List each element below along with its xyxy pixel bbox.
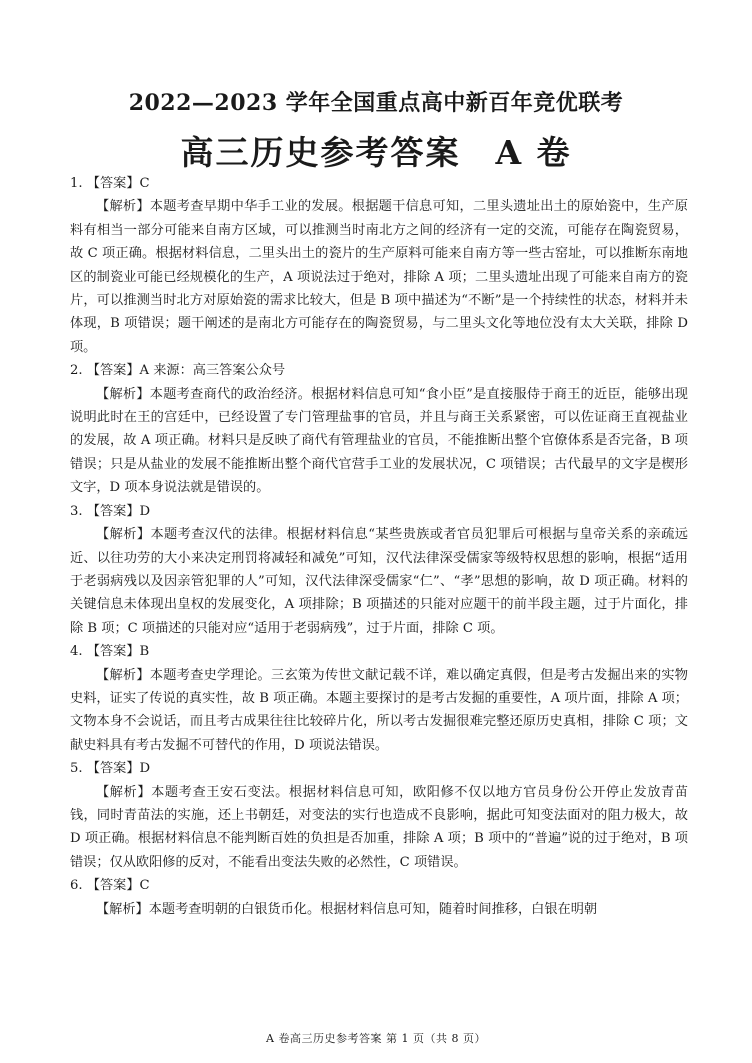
answer-line: 6. 【答案】C [70, 878, 150, 894]
answer-line: 2. 【答案】A 来源：高三答案公众号 [70, 363, 286, 379]
answer-line: 4. 【答案】B [70, 644, 150, 660]
answer-line: 1. 【答案】C [70, 176, 150, 191]
analysis-paragraph: 【解析】本题考查商代的政治经济。根据材料信息可知“食小臣”是直接服侍于商王的近臣，能够出现说明此时在王的宫廷中，已经设置了专门管理盐事的官员，并且与商王关系紧密，可以佐证商王直视盐业的发展，故 A 项正确。材料只是反映了商代有管理盐业的官员，不能推断出整个官僚体系是否完备，B 项错误；只是从盐业的发展不能推断出整个商代官营手工业的发展状况，C 项错误；古代最早的文字是楔形文字，D 项本身说法就是错误的。 [70, 386, 688, 496]
analysis-paragraph: 【解析】本题考查王安石变法。根据材料信息可知，欧阳修不仅以地方官员身份公开停止发放青苗钱，同时青苗法的实施，还上书朝廷，对变法的实行也造成不良影响，据此可知变法面对的阻力极大，故 D 项正确。根据材料信息不能判断百姓的负担是否加重，排除 A 项；B 项中的“普遍”说的过于绝对，B 项错误；仅从欧阳修的反对，不能看出变法失败的必然性，C 项错误。 [70, 784, 688, 870]
analysis-paragraph: 【解析】本题考查明朝的白银货币化。根据材料信息可知，随着时间推移，白银在明朝 [96, 901, 598, 917]
exam-title: 2022—2023 学年全国重点高中新百年竞优联考 [128, 90, 624, 116]
answer-key-title: 高三历史参考答案 A 卷 [180, 133, 572, 172]
answer-line: 5. 【答案】D [70, 761, 151, 777]
page-footer: A 卷高三历史参考答案 第 1 页（共 8 页） [266, 1032, 486, 1045]
question-block-3 [70, 500, 688, 640]
question-block-2 [70, 359, 688, 499]
analysis-paragraph: 【解析】本题考查汉代的法律。根据材料信息“某些贵族或者官员犯罪后可根据与皇帝关系的亲疏远近、以往功劳的大小来决定刑罚将减轻和减免”可知，汉代法律深受儒家等级特权思想的影响，根据“适用于老弱病残以及因亲管犯罪的人”可知，汉代法律深受儒家“仁”、“孝”思想的影响，故 D 项正确。材料的关键信息未体现出皇权的发展变化，A 项排除；B 项描述的只能对应题干的前半段主题，过于片面化，排除 B 项；C 项描述的只能对应“适用于老弱病残”，过于片面，排除 C 项。 [70, 527, 688, 636]
question-block-5 [70, 757, 688, 874]
question-block-6 [70, 874, 688, 921]
question-block-4 [70, 640, 688, 757]
analysis-paragraph: 【解析】本题考查史学理论。三玄策为传世文献记载不详，难以确定真假，但是考古发掘出来的实物史料，证实了传说的真实性，故 B 项正确。本题主要探讨的是考古发掘的重要性，A 项片面，排除 A 项；文物本身不会说话，而且考古成果往往比较碎片化，所以考古发掘很难完整还原历史真相，排除 C 项；文献史料具有考古发掘不可替代的作用，D 项说法错误。 [70, 667, 688, 753]
question-block-1 [70, 172, 688, 359]
answer-line: 3. 【答案】D [70, 503, 151, 519]
answers-body [70, 172, 688, 921]
analysis-paragraph: 【解析】本题考查早期中华手工业的发展。根据题干信息可知，二里头遗址出土的原始瓷中，生产原料有相当一部分可能来自南方区域，可以推测当时南北方之间的经济有一定的交流，可能存在陶瓷贸易，故 C 项正确。根据材料信息，二里头出土的瓷片的生产原料可能来自南方等一些古窑址，可以推断东南地区的制瓷业可能已经规模化的生产，A 项说法过于绝对，排除 A 项；二里头遗址出现了可能来自南方的瓷片，可以推测当时北方对原始瓷的需求比较大，但是 B 项中描述为“不断”是一个持续性的状态，材料并未体现，B 项错误；题干阐述的是南北方可能存在的陶瓷贸易，与二里头文化等地位没有太大关联，排除 D 项。 [70, 199, 688, 355]
